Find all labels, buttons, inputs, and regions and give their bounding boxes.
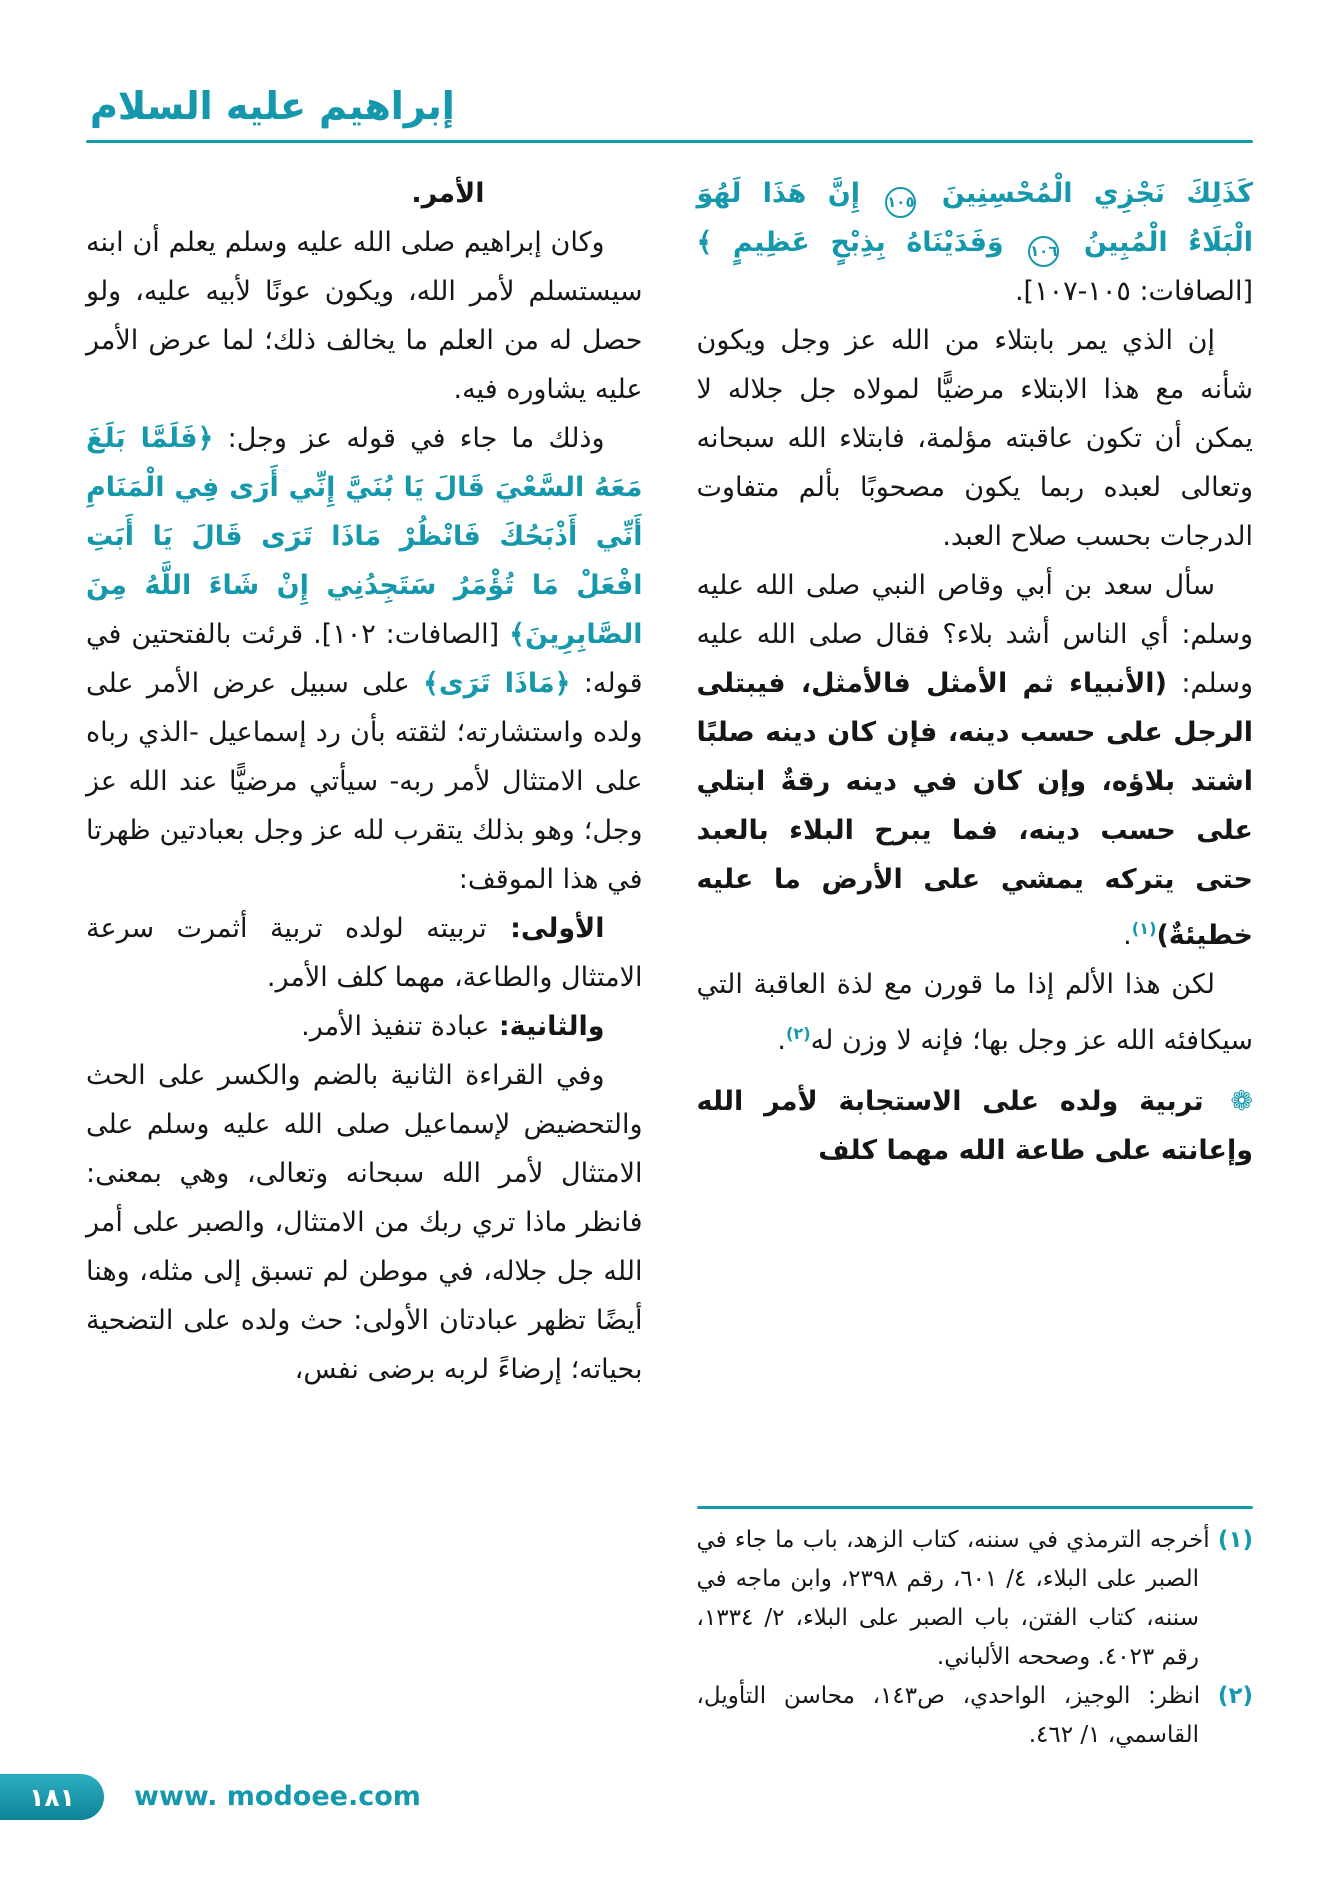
text-segment: تربيته لولده تربية أثمرت سرعة الامتثال والطاعة، مهما كلف الأمر. xyxy=(86,913,643,993)
text-segment: [الصافات: ١٠٢]. قرئت بالفتحتين في قوله: xyxy=(86,619,643,699)
two-column-text xyxy=(86,169,1253,1755)
footnote-text: انظر: الوجيز، الواحدي، ص١٤٣، محاسن التأويل، القاسمي، ١/ ٤٦٢. xyxy=(696,1683,1218,1748)
text-segment: [الصافات: ١٠٥-١٠٧]. xyxy=(1014,276,1253,307)
quran-bracket-ornament: ﴾ xyxy=(423,668,439,699)
footnote-divider-line xyxy=(697,1506,1254,1509)
bold-text-segment: تربية ولده على الاستجابة لأمر الله وإعانته على طاعة الله مهما كلف xyxy=(696,1086,1253,1166)
text-segment: على سبيل عرض الأمر على ولده واستشارته؛ لثقته بأن رد إسماعيل -الذي رباه على الامتثال لأمر ربه- سيأتي مرضيًّا عند الله عز وجل؛ وهو بذلك يتقرب لله عز وجل بعبادتين ظهرتا في هذا الموقف: xyxy=(86,668,643,895)
column-left xyxy=(86,169,643,1755)
text-segment: وكان إبراهيم صلى الله عليه وسلم يعلم أن ابنه سيستسلم لأمر الله، ويكون عونًا لأبيه عليه، ولو حصل له من العلم ما يخالف ذلك؛ لما عرض الأمر عليه يشاوره فيه. xyxy=(86,227,643,405)
text-segment: وفي القراءة الثانية بالضم والكسر على الحث والتحضيض لإسماعيل صلى الله عليه وسلم على الامتثال لأمر الله سبحانه وتعالى، وهي بمعنى: فانظر ماذا تري ربك من الامتثال، والصبر على أمر الله جل جلاله، في موطن لم تسبق إلى مثله، وهنا أيضًا تظهر عبادتان الأولى: حث ولده على التضحية بحياته؛ إرضاءً لربه برضى نفس، xyxy=(86,1060,643,1385)
page-footer xyxy=(0,1774,1339,1824)
footnotes-section xyxy=(697,1490,1254,1755)
quran-bracket-ornament: ﴾ xyxy=(696,227,713,258)
flower-bullet-icon: ❁ xyxy=(1230,1086,1253,1117)
paragraph xyxy=(86,414,643,904)
footnote-item xyxy=(697,1521,1254,1677)
text-segment: . xyxy=(1123,920,1132,951)
bold-text-segment: والثانية: xyxy=(489,1011,605,1042)
website-domain: modoee.com xyxy=(226,1781,421,1812)
quran-text-segment: كَذَلِكَ نَجْزِي الْمُحْسِنِينَ xyxy=(920,178,1253,209)
footnote-text: أخرجه الترمذي في سننه، كتاب الزهد، باب ما جاء في الصبر على البلاء، ٤/ ٦٠١، رقم ٢٣٩٨، وابن ماجه في سننه، كتاب الفتن، باب الصبر على البلاء، ٢/ ١٣٣٤، رقم ٤٠٢٣. وصححه الألباني. xyxy=(696,1527,1218,1670)
footnote-ref-marker: (١) xyxy=(1131,919,1157,938)
text-segment: وذلك ما جاء في قوله عز وجل: xyxy=(213,423,605,454)
quran-text-segment: إِنَّ هَذَا لَهُوَ الْبَلَاءُ الْمُبِينُ xyxy=(696,178,1253,258)
paragraph xyxy=(697,960,1254,1065)
paragraph xyxy=(86,904,643,1002)
header-divider-line xyxy=(86,140,1253,143)
column-right-body xyxy=(697,169,1254,1175)
paragraph xyxy=(86,1002,643,1051)
aya-number-badge: ١٠٦ xyxy=(1028,236,1059,267)
column-right xyxy=(697,169,1254,1755)
text-segment: لكن هذا الألم إذا ما قورن مع لذة العاقبة التي سيكافئه الله عز وجل بها؛ فإنه لا وزن له xyxy=(696,969,1253,1056)
footnote-number: (١) xyxy=(1217,1527,1253,1553)
quran-bracket-ornament: ﴿ xyxy=(554,668,571,699)
footnote-list xyxy=(697,1521,1254,1755)
paragraph xyxy=(86,218,643,414)
paragraph xyxy=(697,169,1254,316)
aya-number-badge: ١٠٥ xyxy=(885,187,916,218)
quran-bracket-ornament: ﴾ xyxy=(509,619,525,650)
page-number: ١٨١ xyxy=(29,1782,75,1812)
paragraph xyxy=(697,1077,1254,1175)
paragraph xyxy=(86,1051,643,1394)
text-segment: عبادة تنفيذ الأمر. xyxy=(301,1011,490,1042)
page-header xyxy=(86,84,1253,143)
footnote-item xyxy=(697,1677,1254,1755)
quran-text-segment: فَلَمَّا بَلَغَ مَعَهُ السَّعْيَ قَالَ يَا بُنَيَّ إِنِّي أَرَى فِي الْمَنَامِ أَنِّي أَذْبَحُكَ فَانْظُرْ مَاذَا تَرَى قَالَ يَا أَبَتِ افْعَلْ مَا تُؤْمَرُ سَتَجِدُنِي إِنْ شَاءَ اللَّهُ مِنَ الصَّابِرِينَ xyxy=(86,423,643,650)
paragraph xyxy=(697,561,1254,960)
bold-text-segment: الأولى: xyxy=(486,913,605,944)
website-url xyxy=(134,1781,421,1812)
bold-text-segment: الأمر. xyxy=(411,178,485,209)
footnote-number: (٢) xyxy=(1217,1683,1253,1709)
quran-text-segment: وَفَدَيْنَاهُ بِذِبْحٍ عَظِيمٍ xyxy=(712,227,1025,258)
quran-bracket-ornament: ﴿ xyxy=(197,423,214,454)
bold-text-segment: (الأنبياء ثم الأمثل فالأمثل، فيبتلى الرجل على حسب دينه، فإن كان دينه صلبًا اشتد بلاؤه، وإن كان في دينه رقةٌ ابتلي على حسب دينه، فما يبرح البلاء بالعبد حتى يتركه يمشي على الأرض ما عليه خطيئةٌ) xyxy=(696,668,1253,951)
page-number-pill xyxy=(0,1774,104,1820)
text-segment: . xyxy=(777,1025,786,1056)
text-segment: إن الذي يمر بابتلاء من الله عز وجل ويكون شأنه مع هذا الابتلاء مرضيًّا لمولاه جل جلاله لا يمكن أن تكون عاقبته مؤلمة، فابتلاء الله سبحانه وتعالى لعبده ربما يكون مصحوبًا بألم متفاوت الدرجات بحسب صلاح العبد. xyxy=(696,325,1253,552)
website-www: www. xyxy=(134,1781,218,1812)
text-segment: سأل سعد بن أبي وقاص النبي صلى الله عليه وسلم: أي الناس أشد بلاء؟ فقال صلى الله عليه وسلم: xyxy=(696,570,1253,699)
paragraph xyxy=(86,169,643,218)
paragraph xyxy=(697,316,1254,561)
quran-text-segment: مَاذَا تَرَى xyxy=(438,668,555,699)
footnote-ref-marker: (٢) xyxy=(785,1024,811,1043)
chapter-title-calligraphy: إبراهيم عليه السلام xyxy=(90,84,455,128)
